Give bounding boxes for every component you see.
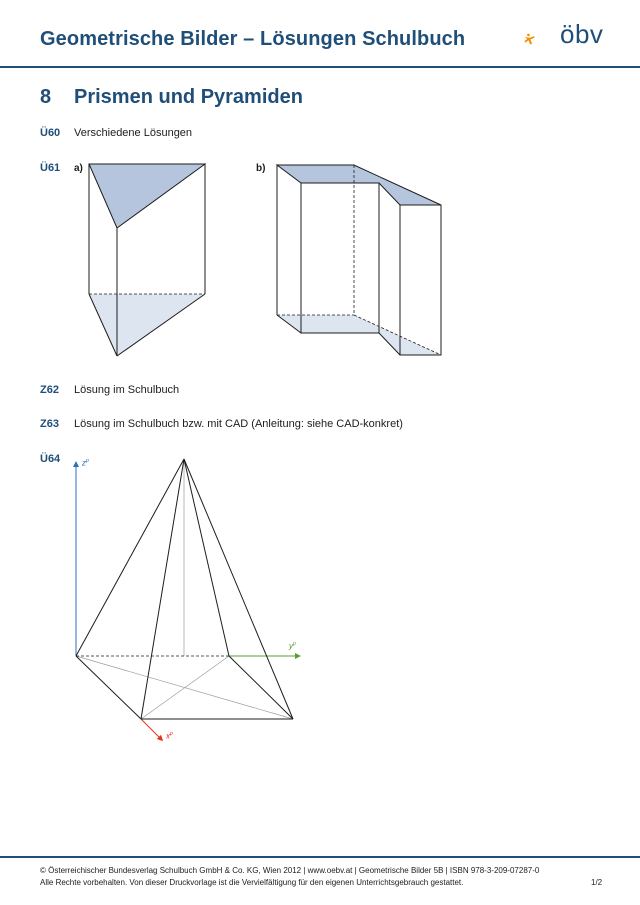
x-axis (141, 719, 161, 739)
logo-text: öbv (560, 19, 604, 49)
chapter-number: 8 (40, 86, 52, 108)
task-text: Lösung im Schulbuch (74, 384, 180, 396)
task-text: Lösung im Schulbuch bzw. mit CAD (Anleitung: siehe CAD-konkret) (74, 418, 403, 430)
chapter-title: Prismen und Pyramiden (74, 86, 303, 108)
task-id: Ü61 (40, 162, 61, 174)
z-axis-label: $z^p$ (82, 458, 89, 468)
page-number: 1/2 (591, 878, 603, 887)
document-title: Geometrische Bilder – Lösungen Schulbuch (40, 28, 466, 50)
figure-label-a: a) (74, 163, 83, 174)
task-id: Z62 (40, 384, 59, 396)
task-id: Z63 (40, 418, 59, 430)
footer-divider (0, 856, 640, 858)
figure-label-b: b) (256, 163, 266, 174)
copyright-line: © Österreichischer Bundesverlag Schulbuch GmbH & Co. KG, Wien 2012 | www.oebv.at | Geometrische Bilder 5B | ISBN 978-3-209-07287-0 (40, 866, 540, 875)
y-axis-label: $y^p$ (289, 641, 296, 651)
task-id: Ü60 (40, 127, 61, 139)
rights-line: Alle Rechte vorbehalten. Von dieser Druckvorlage ist die Vervielfältigung für den eigenen Unterrichtsgebrauch gestattet. (40, 878, 464, 887)
task-text: Verschiedene Lösungen (74, 127, 193, 139)
task-id: Ü64 (40, 453, 61, 465)
x-axis-label: $x^p$ (166, 731, 173, 741)
